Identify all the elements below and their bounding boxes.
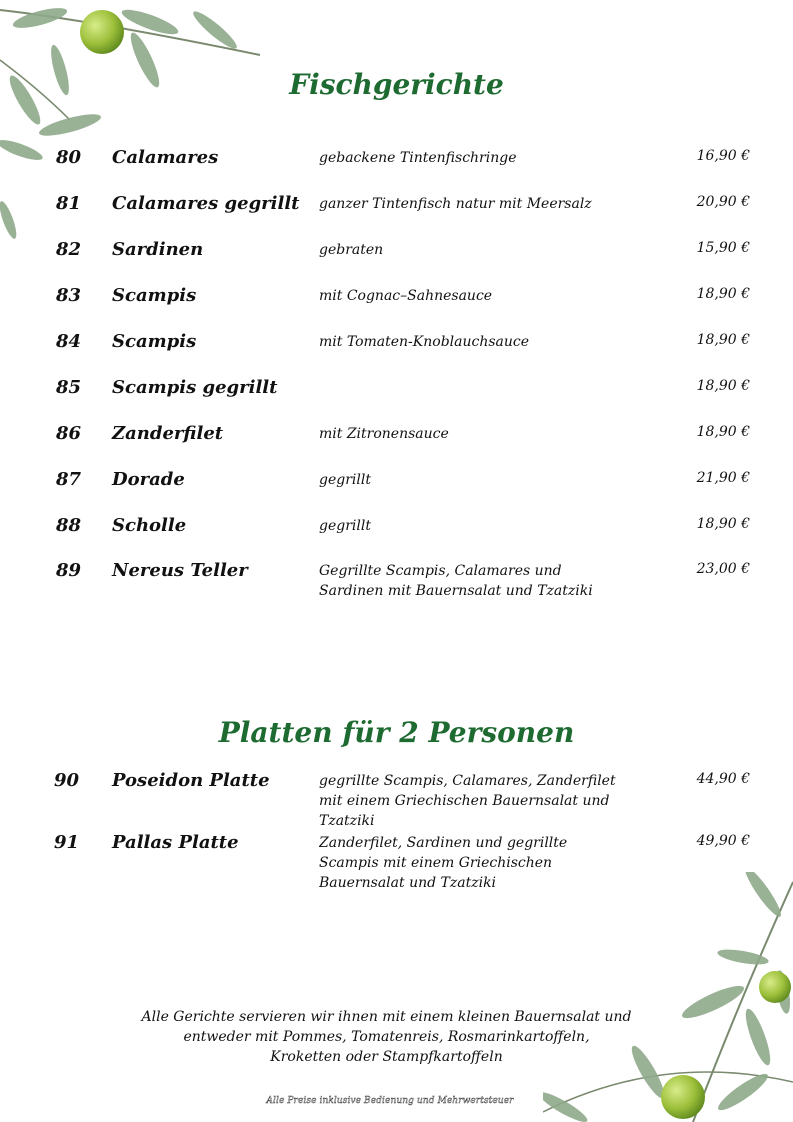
item-description: gegrillte Scampis, Calamares, Zanderfilet mit einem Griechischen Bauernsalat und Tzatziki bbox=[319, 773, 616, 829]
item-number: 90 bbox=[54, 770, 80, 791]
item-description: gebraten bbox=[319, 242, 384, 258]
item-description: ganzer Tintenfisch natur mit Meersalz bbox=[319, 196, 592, 212]
item-number: 86 bbox=[56, 423, 82, 444]
item-description: mit Zitronensauce bbox=[319, 426, 449, 442]
item-number: 91 bbox=[54, 832, 80, 853]
item-number: 81 bbox=[56, 193, 82, 214]
item-description: Gegrillte Scampis, Calamares und Sardinen mit Bauernsalat und Tzatziki bbox=[319, 563, 593, 599]
vat-note: Alle Preise inklusive Bedienung und Mehrwertsteuer bbox=[266, 1096, 514, 1106]
side-dish-note-line: entweder mit Pommes, Tomatenreis, Rosmarinkartoffeln, bbox=[183, 1029, 590, 1045]
item-price: 20,90 € bbox=[696, 194, 750, 210]
section-title-fischgerichte: Fischgerichte bbox=[289, 68, 504, 101]
menu-item bbox=[0, 423, 793, 469]
item-name: Nereus Teller bbox=[112, 560, 248, 581]
item-name: Calamares bbox=[112, 147, 219, 168]
item-name: Scampis gegrillt bbox=[112, 377, 278, 398]
menu-item bbox=[0, 239, 793, 285]
item-name: Poseidon Platte bbox=[112, 770, 270, 791]
menu-item bbox=[0, 832, 793, 891]
item-name: Scholle bbox=[112, 515, 187, 536]
side-dish-note-line: Kroketten oder Stampfkartoffeln bbox=[270, 1049, 503, 1065]
item-name: Calamares gegrillt bbox=[112, 193, 300, 214]
item-price: 18,90 € bbox=[696, 286, 750, 302]
item-description: gegrillt bbox=[319, 518, 371, 534]
item-number: 87 bbox=[56, 469, 82, 490]
item-name: Dorade bbox=[112, 469, 185, 490]
item-number: 82 bbox=[56, 239, 82, 260]
item-number: 88 bbox=[56, 515, 82, 536]
menu-item bbox=[0, 770, 793, 829]
item-name: Pallas Platte bbox=[112, 832, 239, 853]
item-number: 80 bbox=[56, 147, 82, 168]
item-price: 16,90 € bbox=[696, 148, 750, 164]
item-description: mit Cognac–Sahnesauce bbox=[319, 288, 493, 304]
item-price: 15,90 € bbox=[696, 240, 750, 256]
item-price: 18,90 € bbox=[696, 516, 750, 532]
menu-item bbox=[0, 193, 793, 239]
section-title-platten: Platten für 2 Personen bbox=[218, 716, 575, 749]
menu-item bbox=[0, 515, 793, 561]
olive-branch-icon bbox=[543, 872, 793, 1122]
item-number: 84 bbox=[56, 331, 82, 352]
item-number: 85 bbox=[56, 377, 82, 398]
item-description: gebackene Tintenfischringe bbox=[319, 150, 517, 166]
item-price: 18,90 € bbox=[696, 378, 750, 394]
item-name: Zanderfilet bbox=[112, 423, 224, 444]
menu-item bbox=[0, 560, 793, 606]
item-price: 49,90 € bbox=[696, 833, 750, 849]
menu-item bbox=[0, 377, 793, 423]
menu-item bbox=[0, 469, 793, 515]
menu-item bbox=[0, 331, 793, 377]
item-description: mit Tomaten-Knoblauchsauce bbox=[319, 334, 530, 350]
item-description: Zanderfilet, Sardinen und gegrillte Scampis mit einem Griechischen Bauernsalat und Tzatziki bbox=[319, 835, 568, 891]
item-price: 21,90 € bbox=[696, 470, 750, 486]
side-dish-note-line: Alle Gerichte servieren wir ihnen mit einem kleinen Bauernsalat und bbox=[141, 1009, 632, 1025]
item-description: gegrillt bbox=[319, 472, 371, 488]
menu-item bbox=[0, 147, 793, 193]
menu-item bbox=[0, 285, 793, 331]
item-number: 83 bbox=[56, 285, 82, 306]
item-name: Sardinen bbox=[112, 239, 204, 260]
item-price: 18,90 € bbox=[696, 424, 750, 440]
item-price: 23,00 € bbox=[696, 561, 750, 577]
item-number: 89 bbox=[56, 560, 82, 581]
item-price: 18,90 € bbox=[696, 332, 750, 348]
item-name: Scampis bbox=[112, 331, 197, 352]
item-name: Scampis bbox=[112, 285, 197, 306]
side-dish-note bbox=[130, 1007, 643, 1067]
item-price: 44,90 € bbox=[696, 771, 750, 787]
